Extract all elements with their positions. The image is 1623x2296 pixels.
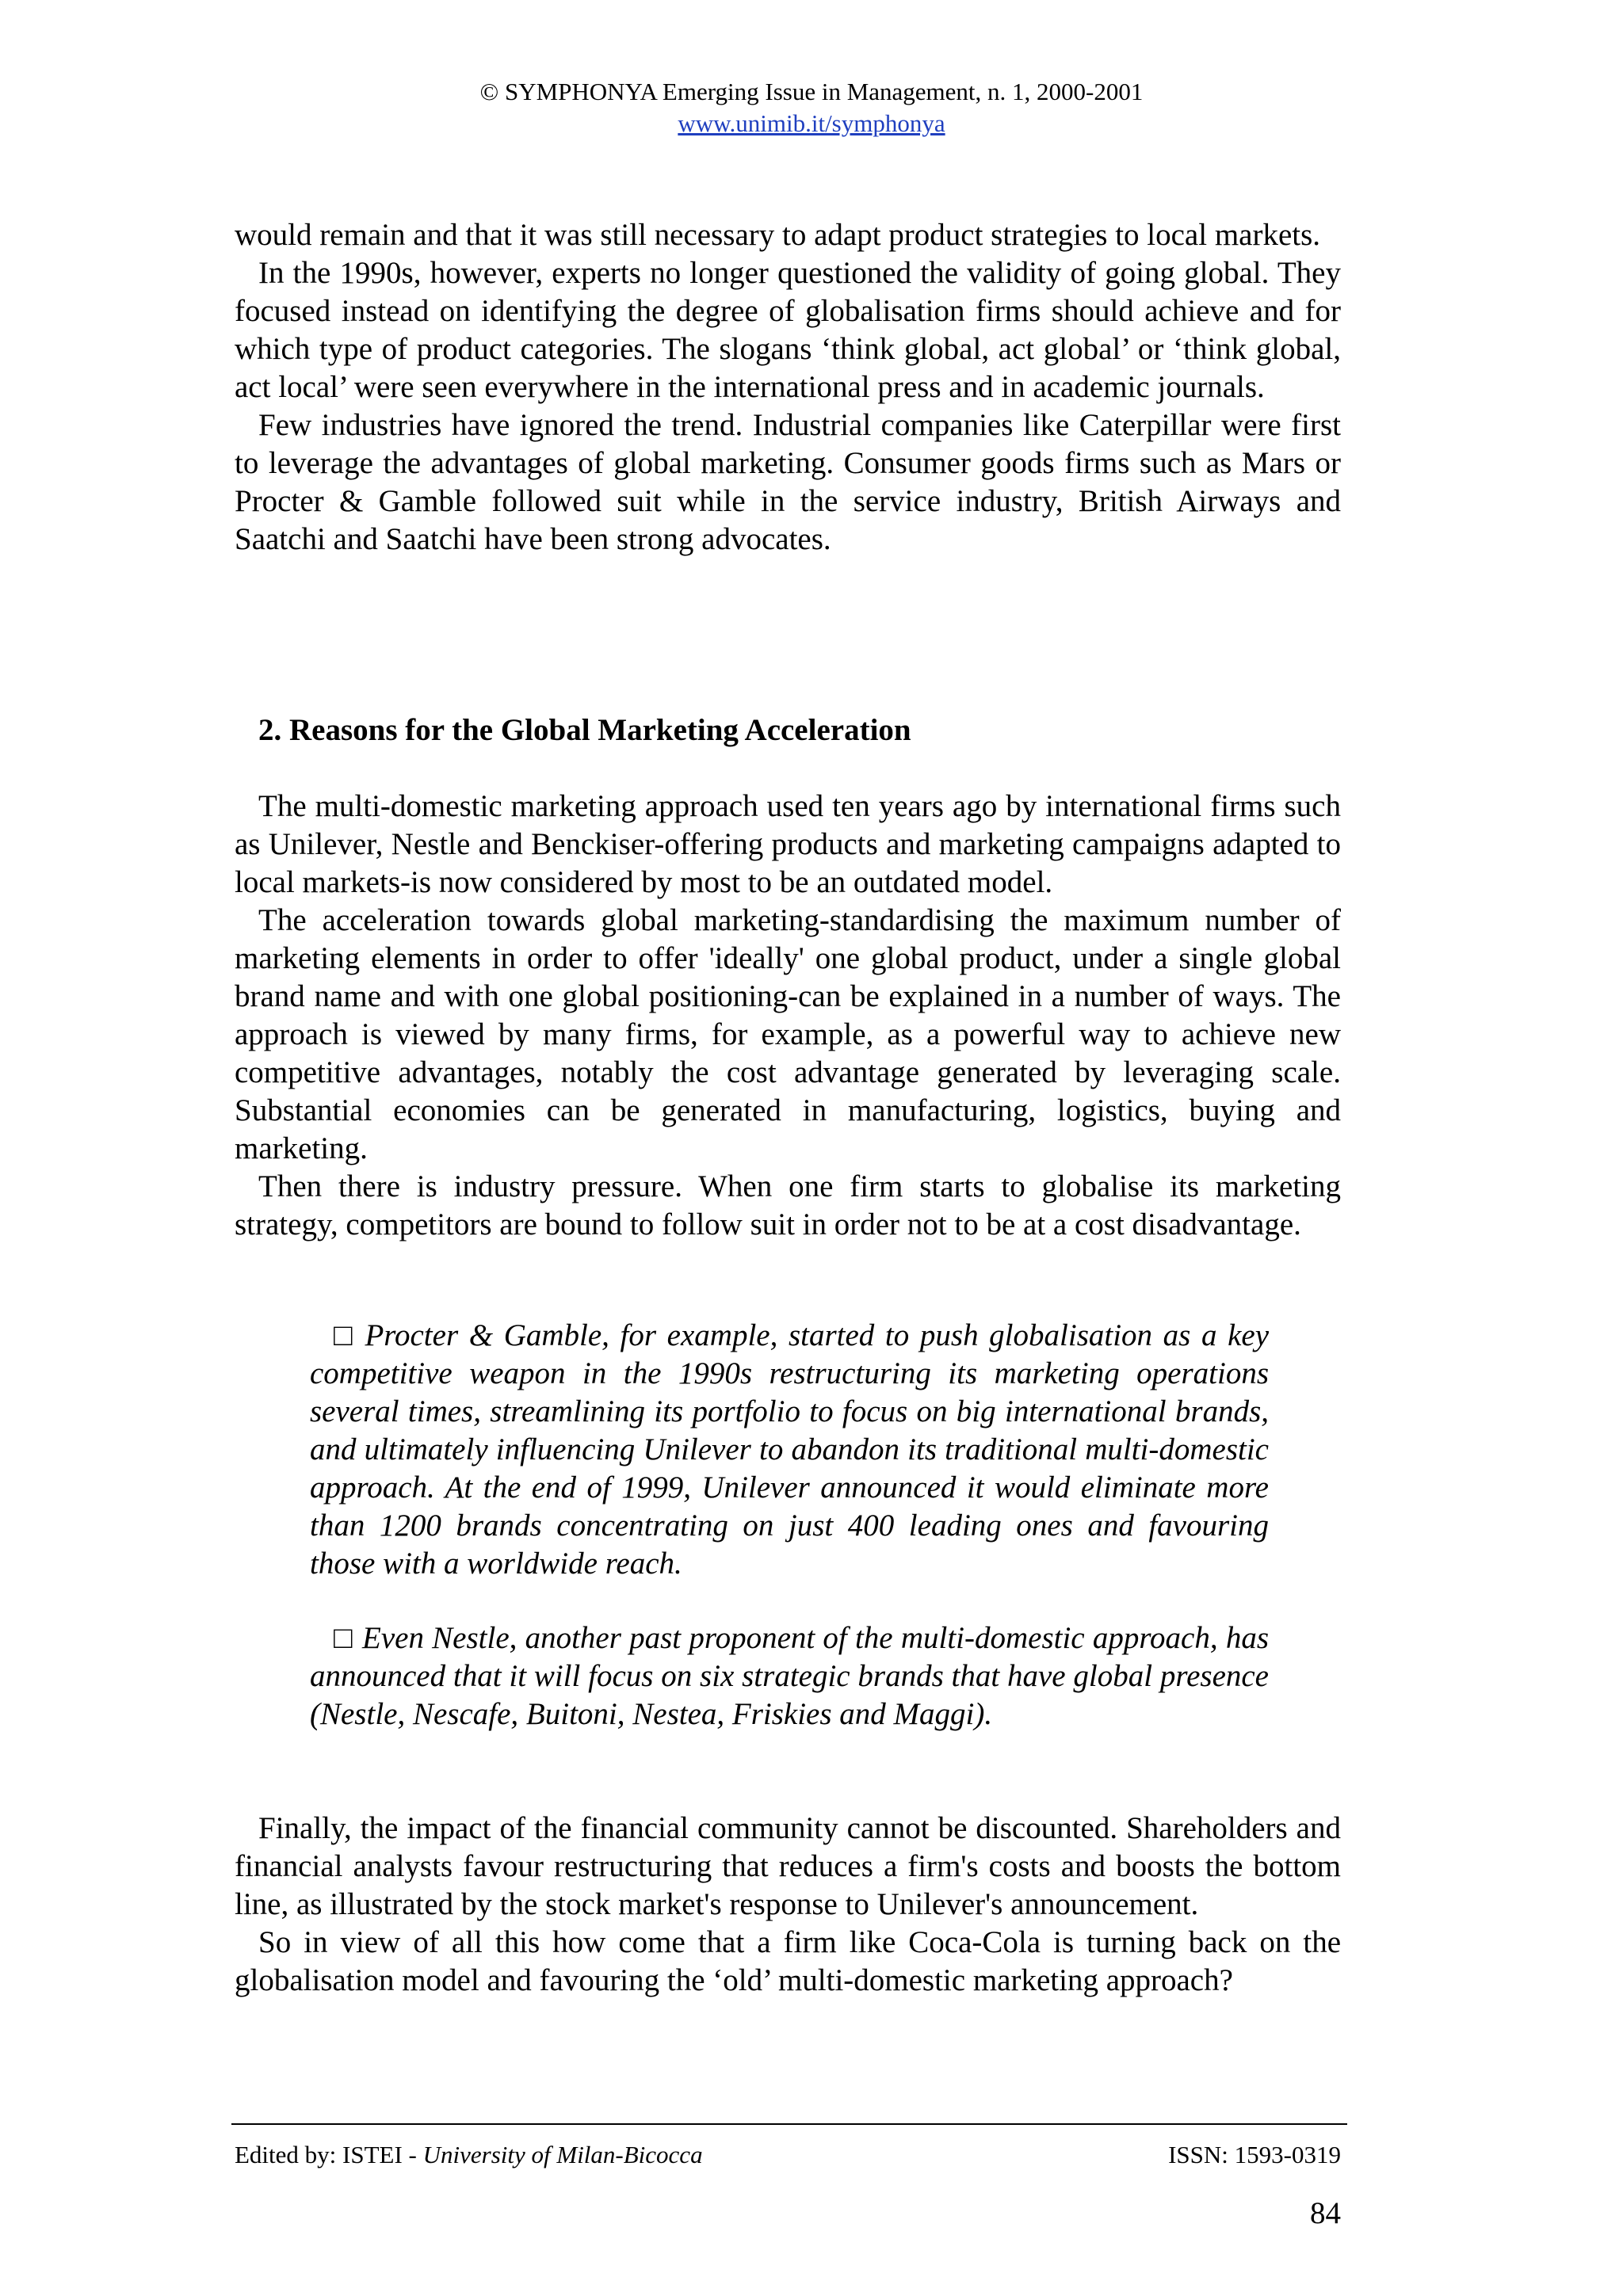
footer-issn: ISSN: 1593-0319 — [1168, 2141, 1341, 2168]
intro-section — [235, 216, 1341, 559]
footer-edited-by: Edited by: ISTEI - — [235, 2141, 417, 2168]
section2-body-top — [235, 788, 1341, 1244]
example-nestle-text: Even Nestle, another past proponent of the multi-domestic approach, has announced that it will focus on six strategic brands that have global presence (Nestle, Nescafe, Buitoni, Nestea, Friskies and Maggi). — [310, 1621, 1269, 1731]
running-header — [0, 76, 1623, 139]
paragraph-coca-cola: So in view of all this how come that a firm like Coca-Cola is turning back on the globalisation model and favouring the ‘old’ multi-domestic marketing approach? — [235, 1925, 1341, 1997]
paragraph-industries: Few industries have ignored the trend. Industrial companies like Caterpillar were first to leverage the advantages of global marketing. Consumer goods firms such as Mars or Procter & Gamble followed suit while in the service industry, British Airways and Saatchi and Saatchi have been strong advocates. — [235, 408, 1341, 556]
section-heading: 2. Reasons for the Global Marketing Acceleration — [258, 713, 911, 747]
example-nestle — [310, 1619, 1269, 1733]
footer-divider — [231, 2123, 1347, 2125]
example-procter-gamble — [310, 1317, 1269, 1583]
paragraph-1990s: In the 1990s, however, experts no longer questioned the validity of going global. They focused instead on identifying the degree of globalisation firms should achieve and for which type of product categories. The slogans ‘think global, act global’ or ‘think global, act local’ were seen everywhere in the international press and in academic journals. — [235, 256, 1341, 404]
section2-body-bottom — [235, 1810, 1341, 2000]
paragraph-industry-pressure: Then there is industry pressure. When one firm starts to globalise its marketing strategy, competitors are bound to follow suit in order not to be at a cost disadvantage. — [235, 1169, 1341, 1241]
paragraph-financial-community: Finally, the impact of the financial community cannot be discounted. Shareholders and financial analysts favour restructuring that reduces a firm's costs and boosts the bottom line, as illustrated by the stock market's response to Unilever's announcement. — [235, 1811, 1341, 1921]
journal-url-link[interactable]: www.unimib.it/symphonya — [678, 109, 945, 137]
paragraph-continued: would remain and that it was still necessary to adapt product strategies to local markets. — [235, 218, 1321, 252]
paragraph-multidomestic: The multi-domestic marketing approach used ten years ago by international firms such as Unilever, Nestle and Benckiser-offering products and marketing campaigns adapted to local markets-is now considered by most to be an outdated model. — [235, 789, 1341, 899]
bullet-square-icon: □ — [334, 1318, 356, 1352]
page-number: 84 — [1310, 2196, 1341, 2230]
footer-editor — [235, 2139, 703, 2171]
paragraph-acceleration: The acceleration towards global marketing-standardising the maximum number of marketing elements in order to offer 'ideally' one global product, under a single global brand name and with one global positioning-can be explained in a number of ways. The approach is viewed by many firms, for example, as a powerful way to achieve new competitive advantages, notably the cost advantage generated by leveraging scale. Substantial economies can be generated in manufacturing, logistics, buying and marketing. — [235, 903, 1341, 1165]
bullet-square-icon: □ — [334, 1621, 353, 1655]
example-pg-text: Procter & Gamble, for example, started to push globalisation as a key competitive weapon in the 1990s restructuring its marketing operations several times, streamlining its portfolio to focus on big international brands, and ultimately influencing Unilever to abandon its traditional multi-domestic approach. At the end of 1999, Unilever announced it would eliminate more than 1200 brands concentrating on just 400 leading ones and favouring those with a worldwide reach. — [310, 1318, 1270, 1581]
footer-university: University of Milan-Bicocca — [422, 2141, 703, 2168]
journal-citation: © SYMPHONYA Emerging Issue in Management, n. 1, 2000-2001 — [479, 78, 1144, 105]
